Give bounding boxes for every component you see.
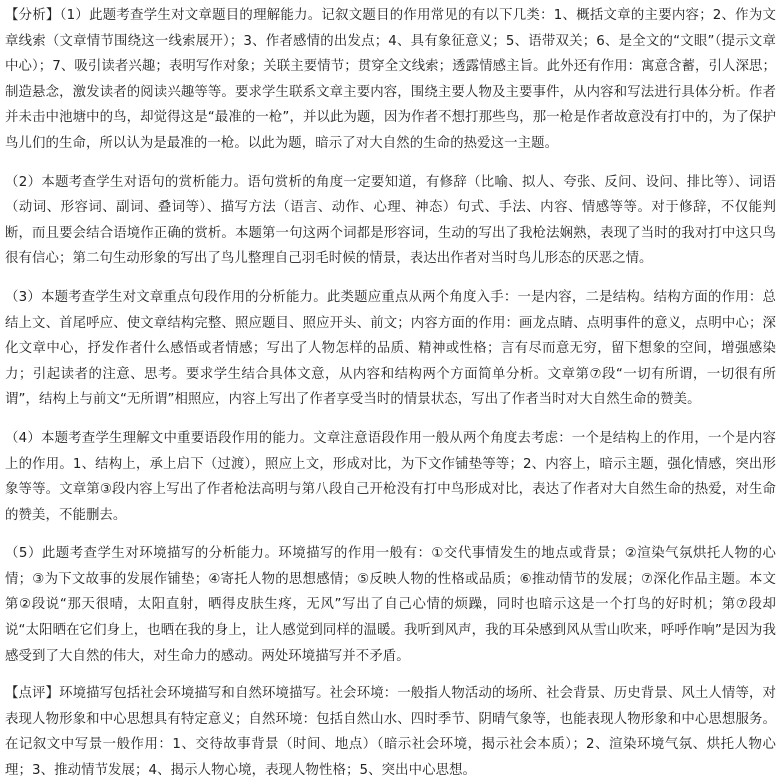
analysis-paragraph-1: 【分析】（1）此题考查学生对文章题目的理解能力。记叙文题目的作用常见的有以下几类：1、概括文章的主要内容；2、作为文章线索（文章情节围绕这一线索展开）；3、作者感情的出发点；4、具有象征意义；5、语带双关；6、是全文的“文眼”（提示文章中心）；7、吸引读者兴趣；表明写作对象；关联主要情节；贯穿全文线索；透露情感主旨。此外还有作用：寓意含蓄，引人深思；制造悬念，激发读者的阅读兴趣等等。要求学生联系文章主要内容，围绕主要人物及主要事件，从内容和写法进行具体分析。作者并未击中池塘中的鸟，却觉得这是“最准的一枪”，并以此为题，因为作者不想打那些鸟，那一枪是作者故意没有打中的，为了保护鸟儿们的生命，所以认为是最准的一枪。以此为题，暗示了对大自然的生命的热爱这一主题。 xyxy=(5,8,776,151)
analysis-paragraph-4: （4）本题考查学生理解文中重要语段作用的能力。文章注意语段作用一般从两个角度去考虑：一个是结构上的作用，一个是内容上的作用。1、结构上，承上启下（过渡），照应上文，形成对比，为下文作铺垫等等；2、内容上，暗示主题，强化情感，突出形象等等。文章第③段内容上写出了作者枪法高明与第八段自己开枪没有打中鸟形成对比，表达了作者对大自然生命的热爱，对生命的赞美，不能删去。 xyxy=(5,430,776,523)
analysis-paragraph-5: （5）此题考查学生对环境描写的分析能力。环境描写的作用一般有：①交代事情发生的地点或背景；②渲染气氛烘托人物的心情；③为下文故事的发展作铺垫；④寄托人物的思想感情；⑤反映人物的性格或品质；⑥推动情节的发展；⑦深化作品主题。本文第②段说“那天很晴，太阳直射，晒得皮肤生疼，无风”写出了自己心情的烦躁，同时也暗示这是一个打鸟的好时机；第⑦段却说“太阳晒在它们身上，也晒在我的身上，让人感觉到同样的温暖。我听到风声，我的耳朵感到风从雪山吹来，呼呼作响”是因为我感受到了大自然的伟大，对生命力的感动。两处环境描写并不矛盾。 xyxy=(5,546,776,664)
comment-paragraph: 【点评】环境描写包括社会环境描写和自然环境描写。社会环境：一般指人物活动的场所、社会背景、历史背景、风土人情等，对表现人物形象和中心思想具有特定意义；自然环境：包括自然山水、四时季节、阴晴气象等，也能表现人物形象和中心思想服务。在记叙文中写景一般作用：1、交待故事背景（时间、地点）（暗示社会环境，揭示社会本质）；2、渲染环境气氛、烘托人物心理；3、推动情节发展；4、揭示人物心境，表现人物性格；5、突出中心思想。 xyxy=(5,686,776,779)
analysis-paragraph-2: （2）本题考查学生对语句的赏析能力。语句赏析的角度一定要知道，有修辞（比喻、拟人、夸张、反问、设问、排比等）、词语（动词、形容词、副词、叠词等）、描写方法（语言、动作、心理、神态）句式、手法、内容、情感等等。对于修辞，不仅能判断，而且要会结合语境作正确的赏析。本题第一句这两个词都是形容词，生动的写出了我枪法娴熟，表现了当时的我对打中这只鸟很有信心；第二句生动形象的写出了鸟儿整理自己羽毛时候的情景，表达出作者对当时鸟儿形态的厌恶之情。 xyxy=(5,174,776,267)
analysis-paragraph-3: （3）本题考查学生对文章重点句段作用的分析能力。此类题应重点从两个角度入手：一是内容，二是结构。结构方面的作用：总结上文、首尾呼应、使文章结构完整、照应题目、照应开头、前文；内容方面的作用：画龙点睛、点明事件的意义，点明中心；深化文章中心，抒发作者什么感悟或者情感；写出了人物怎样的品质、精神或性格；言有尽而意无穷，留下想象的空间，增强感染力；引起读者的注意、思考。要求学生结合具体文意，从内容和结构两个方面简单分析。文章第⑦段“一切有所谓，一切很有所谓”，结构上与前文“无所谓”相照应，内容上写出了作者享受当时的情景状态，写出了作者当时对大自然生命的赞美。 xyxy=(5,289,776,408)
